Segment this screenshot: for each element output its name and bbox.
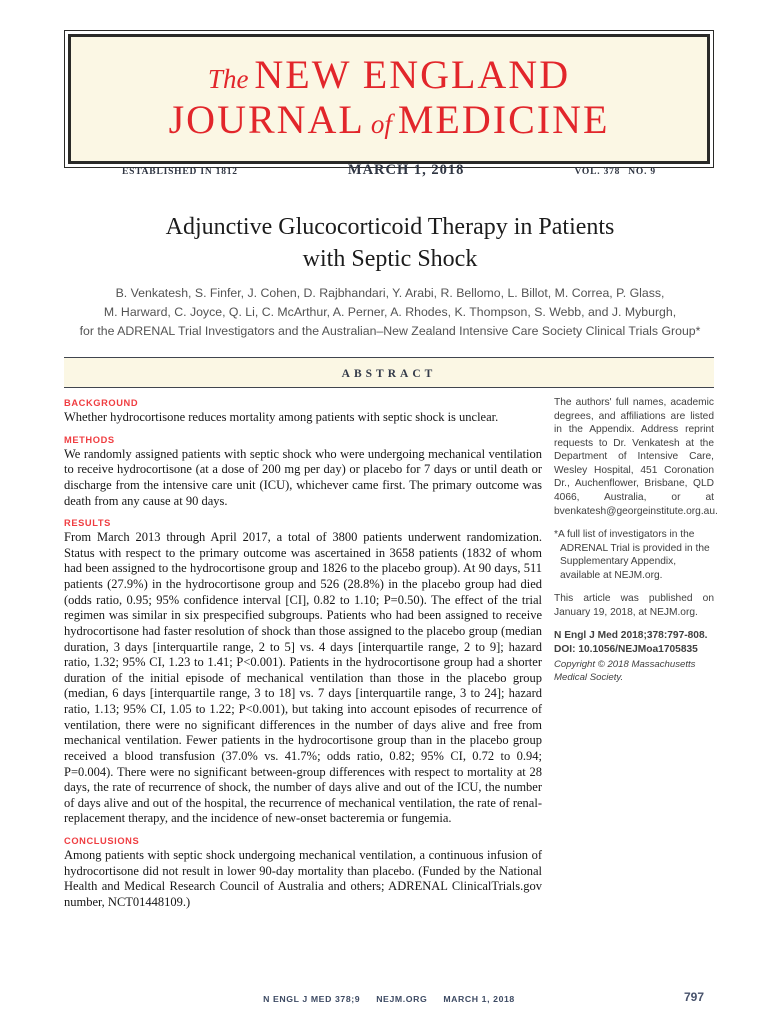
article-title <box>0 212 780 275</box>
abstract-label: ABSTRACT <box>341 368 437 380</box>
article-title-line-2: with Septic Shock <box>302 245 478 272</box>
affiliation-note: The authors' full names, academic degrees, and affiliations are listed in the Appendix. Address reprint requests to Dr. Venkatesh at the Department of Intensive Care, Wesley Hospital, 451 Coronation Dr., Auchenflower, Brisbane, QLD 4066, Australia, or at bvenkatesh@georgeinstitute.org.au. <box>554 397 718 517</box>
established-label: ESTABLISHED IN 1812 <box>122 167 238 177</box>
copyright-line: Copyright © 2018 Massachusetts Medical Society. <box>554 658 696 683</box>
investigators-note: *A full list of investigators in the ADRENAL Trial is provided in the Supplementary Appendix, available at NEJM.org. <box>554 529 710 581</box>
issue-number-label: NO. 9 <box>628 167 656 177</box>
section-text-results: From March 2013 through April 2017, a total of 3800 patients underwent randomization. Status with respect to the primary outcome was ascertained in 3658 patients (1832 of whom had been assigned to the hydrocortisone group and 1826 to the placebo group). At 90 days, 511 patients (27.9%) in the hydrocortisone group and 526 (28.8%) in the placebo group had died (odds ratio, 0.95; 95% confidence interval [CI], 0.82 to 1.10; P=0.50). The effect of the trial regimen was similar in six prespecified subgroups. Patients who had been assigned to receive hydrocortisone had faster resolution of shock than those assigned to the placebo group (median duration, 3 days [interquartile range, 2 to 5] vs. 4 days [interquartile range, 2 to 9]; hazard ratio, 1.32; 95% CI, 1.23 to 1.41; P<0.001). Patients in the hydrocortisone group had a shorter duration of the initial episode of mechanical ventilation than those in the placebo group (median, 6 days [interquartile range, 3 to 18] vs. 7 days [interquartile range, 3 to 24]; hazard ratio, 1.13; 95% CI, 1.05 to 1.22; P<0.001), but taking into account episodes of recurrence of ventilation, there were no significant differences in the number of days alive and free from mechanical ventilation. Fewer patients in the hydrocortisone group than in the placebo group received a blood transfusion (37.0% vs. 41.7%; odds ratio, 0.82; 95% CI, 0.72 to 0.94; P=0.004). There were no significant between-group differences with respect to mortality at 28 days, the rate of recurrence of shock, the number of days alive and out of the ICU, the number of days alive and out of the hospital, the recurrence of mechanical ventilation, the rate of renal-replacement therapy, and the incidence of new-onset bacteremia or fungemia. <box>64 530 542 826</box>
volume-issue <box>574 167 656 177</box>
publication-note: This article was published on January 19, 2018, at NEJM.org. <box>554 593 714 618</box>
masthead-box <box>64 30 714 168</box>
issue-date: MARCH 1, 2018 <box>347 162 465 178</box>
section-text-methods: We randomly assigned patients with septic shock who were undergoing mechanical ventilation to receive hydrocortisone (at a dose of 200 mg per day) or placebo for 7 days or until death or discharge from the intensive care unit (ICU), whichever came first. The primary outcome was death from any cause at 90 days. <box>64 446 542 508</box>
masthead-line-2 <box>71 98 707 143</box>
abstract-banner <box>64 357 714 388</box>
section-text-conclusions: Among patients with septic shock undergoing mechanical ventilation, a continuous infusion of hydrocortisone did not result in lower 90-day mortality than placebo. (Funded by the National Health and Medical Research Council of Australia and others; ADRENAL ClinicalTrials.gov number, NCT01448109.) <box>64 848 542 909</box>
issue-info-row <box>64 162 714 179</box>
sidebar-notes-column <box>554 396 718 911</box>
volume-label: VOL. 378 <box>574 167 621 177</box>
running-footer <box>64 994 714 1004</box>
authors-line-3: for the ADRENAL Trial Investigators and the Australian–New Zealand Intensive Care Society Clinical Trials Group* <box>79 324 701 339</box>
masthead <box>68 34 710 164</box>
masthead-the: The <box>207 64 249 94</box>
doi-line: DOI: 10.1056/NEJMoa1705835 <box>554 644 698 655</box>
authors-line-2: M. Harward, C. Joyce, Q. Li, C. McArthur, A. Perner, A. Rhodes, K. Thompson, S. Webb, and J. Myburgh, <box>103 305 677 320</box>
page-number: 797 <box>683 990 704 1004</box>
section-text-background: Whether hydrocortisone reduces mortality among patients with septic shock is unclear. <box>64 410 499 424</box>
masthead-medicine: MEDICINE <box>397 96 610 142</box>
authors-line-1: B. Venkatesh, S. Finfer, J. Cohen, D. Rajbhandari, Y. Arabi, R. Bellomo, L. Billot, M. Correa, P. Glass, <box>115 286 665 300</box>
section-heading-conclusions: CONCLUSIONS <box>64 836 140 846</box>
footer-date: MARCH 1, 2018 <box>443 994 515 1004</box>
section-heading-results: RESULTS <box>64 518 111 529</box>
section-heading-methods: METHODS <box>64 434 115 445</box>
author-list <box>40 284 740 341</box>
citation-line: N Engl J Med 2018;378:797-808. <box>554 630 708 642</box>
section-heading-background: BACKGROUND <box>64 398 139 408</box>
masthead-journal: JOURNAL <box>168 96 365 142</box>
footer-journal-ref: N ENGL J MED 378;9 <box>263 994 361 1004</box>
masthead-line-1 <box>71 53 707 98</box>
abstract-body <box>64 396 718 911</box>
masthead-of: of <box>370 108 392 139</box>
article-title-line-1: Adjunctive Glucocorticoid Therapy in Patients <box>165 214 615 240</box>
footer-site: NEJM.ORG <box>376 994 428 1004</box>
abstract-main-column <box>64 396 542 911</box>
masthead-new-england: NEW ENGLAND <box>254 52 571 97</box>
